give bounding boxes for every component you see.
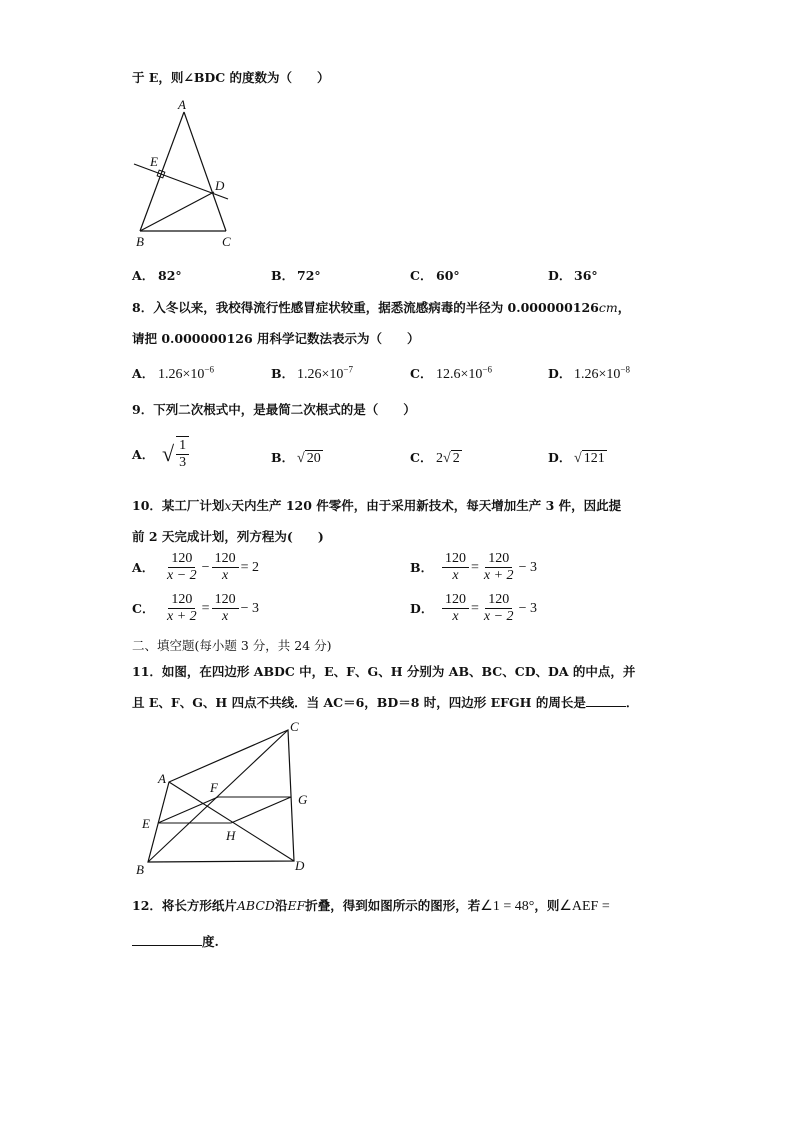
- q11-label-f: F: [210, 780, 218, 795]
- q11-stem-line1: 11．如图，在四边形 ABDC 中，E、F、G、H 分别为 AB、BC、CD、DA 的中点，并: [132, 664, 636, 679]
- q7-stem: 于 E，则∠BDC 的度数为（ ）: [132, 70, 330, 85]
- q7-label-e: E: [150, 154, 158, 169]
- q8-option-c: C． $12.6\times 10^{-6}$: [410, 364, 492, 382]
- q11-answer-blank[interactable]: [586, 694, 626, 707]
- q9-stem: 9．下列二次根式中，是最简二次根式的是（ ）: [132, 402, 416, 417]
- q11-label-b: B: [136, 862, 144, 877]
- q7-option-d: D． 36°: [548, 268, 598, 283]
- q7-label-d: D: [215, 178, 225, 193]
- q11-label-h: H: [226, 828, 236, 843]
- q10-option-b: B． $\frac{120}{x}$ = $\frac{120}{x + 2}$ − 3: [410, 551, 537, 584]
- q10-option-d: D． $\frac{120}{x}$ = $\frac{120}{x - 2}$ − 3: [410, 592, 537, 625]
- q12-answer-blank[interactable]: [132, 933, 202, 946]
- q11-label-c: C: [290, 719, 299, 734]
- q7-label-b: B: [136, 234, 144, 249]
- q12-stem-line2: 度.: [132, 932, 219, 950]
- q11-stem-line2: 且 E、F、G、H 四点不共线．当 AC＝6，BD＝8 时，四边形 EFGH 的周长是 ．: [132, 695, 639, 710]
- q11-figure: [132, 716, 322, 878]
- q11-label-e: E: [142, 816, 150, 831]
- q7-label-a: A: [178, 98, 186, 112]
- q8-option-a: A． $1.26\times 10^{-6}$: [132, 364, 214, 382]
- q12-stem-line1: 12．将长方形纸片ABCD沿EF折叠，得到如图所示的图形，若∠1 = 48°，则∠AEF =: [132, 898, 610, 914]
- q8-option-d: D． $1.26\times 10^{-8}$: [548, 364, 630, 382]
- section-title: 二、填空题(每小题 3 分，共 24 分): [132, 638, 332, 653]
- q7-option-c: C． 60°: [410, 268, 460, 283]
- q9-option-b: B． √ 20: [271, 450, 321, 466]
- q10-stem-line2: 前 2 天完成计划，列方程为( ): [132, 529, 324, 544]
- q8-stem-line1: 8．入冬以来，我校得流行性感冒症状较重，据悉流感病毒的半径为 0.000000126cm，: [132, 300, 631, 315]
- q11-label-d: D: [295, 858, 305, 873]
- q7-option-b: B． 72°: [271, 268, 321, 283]
- q8-stem-line2: 请把 0.000000126 用科学记数法表示为（ ）: [132, 331, 420, 346]
- q9-option-d: D． √ 121: [548, 450, 605, 466]
- q10-option-a: A． $\frac{120}{x - 2}$ − $\frac{120}{x}$ = 2: [132, 551, 259, 584]
- q11-label-g: G: [298, 792, 308, 807]
- q7-option-a: A． 82°: [132, 268, 182, 283]
- q10-option-c: C． $\frac{120}{x + 2}$ = $\frac{120}{x}$ − 3: [132, 592, 259, 625]
- q7-figure: [128, 98, 238, 253]
- q11-label-a: A: [158, 771, 166, 786]
- q9-option-a: A． √ $\frac{1}{3}$: [132, 436, 191, 472]
- q9-option-c: C． 2 √ 2: [410, 450, 460, 466]
- q10-stem-line1: 10．某工厂计划x天内生产 120 件零件，由于采用新技术，每天增加生产 3 件，因此提: [132, 498, 622, 513]
- q8-option-b: B． $1.26\times 10^{-7}$: [271, 364, 353, 382]
- q7-label-c: C: [222, 234, 231, 249]
